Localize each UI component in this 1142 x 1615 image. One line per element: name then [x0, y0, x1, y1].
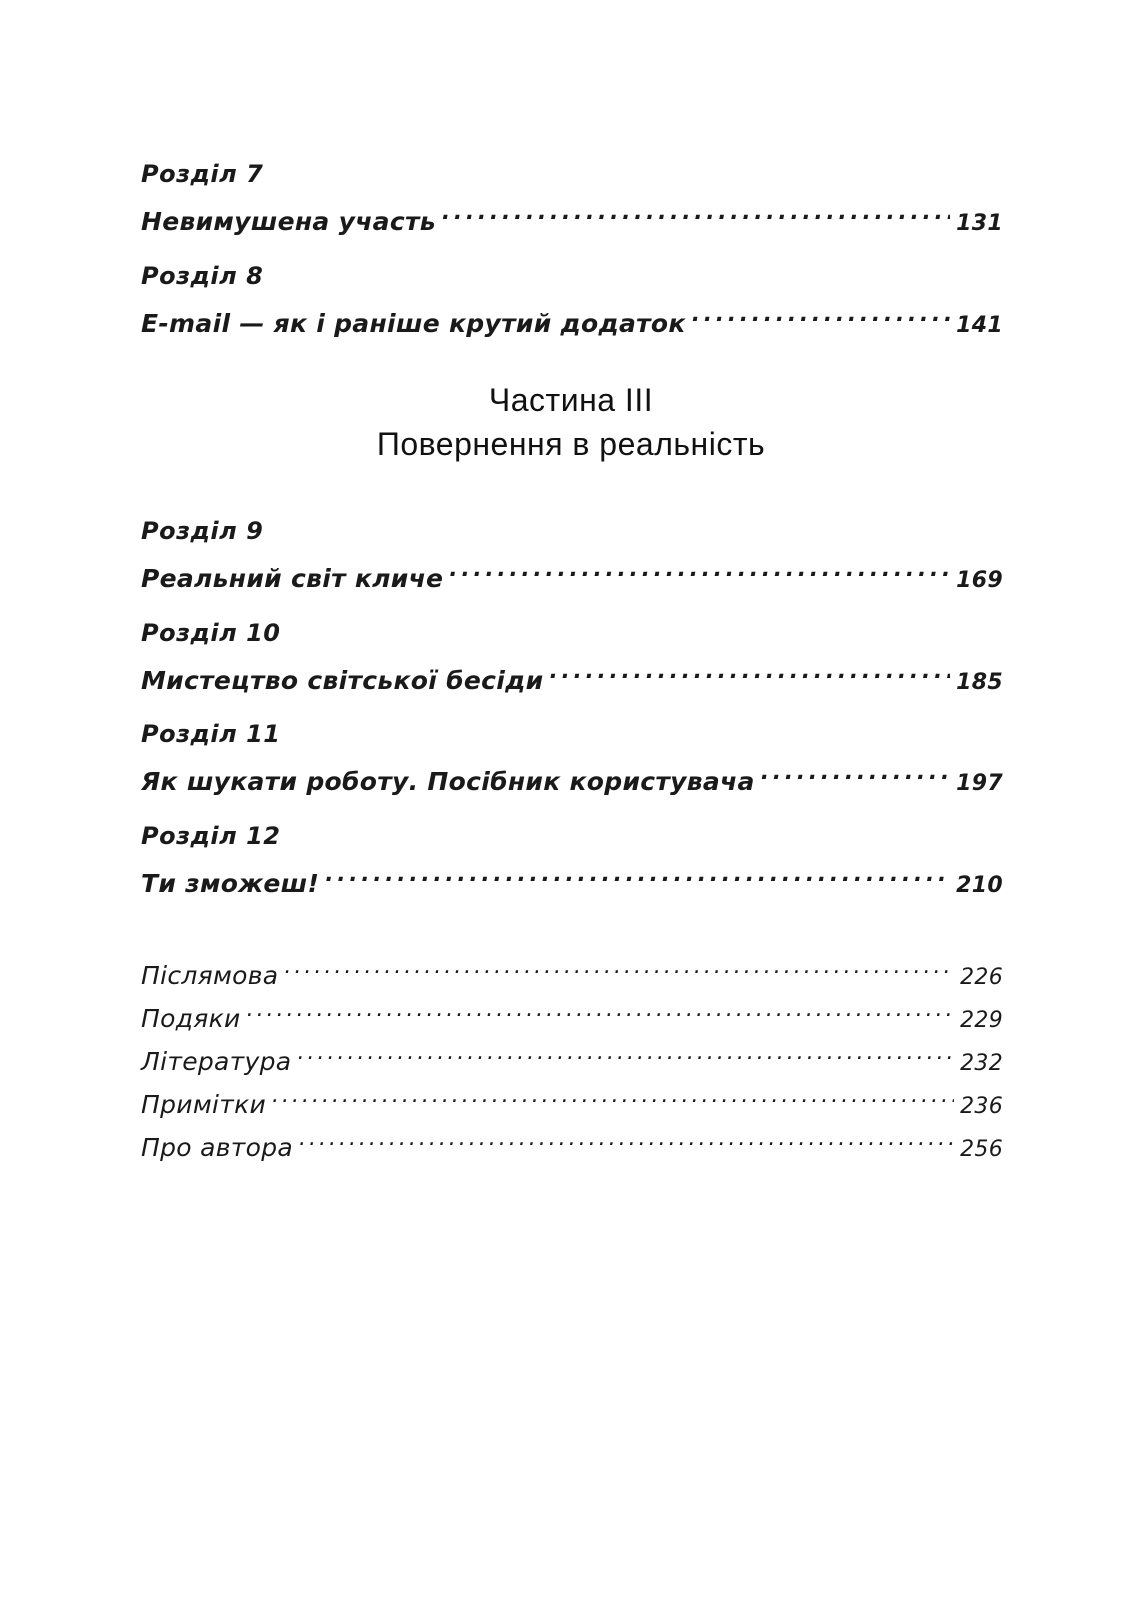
dot-leader [284, 941, 954, 984]
toc-line [141, 852, 1003, 898]
toc-entry-chapter-10[interactable] [141, 617, 1003, 695]
page-number: 169 [956, 568, 1003, 593]
toc-line [141, 190, 1003, 236]
chapter-title: E-mail — як і раніше крутий додаток [141, 309, 686, 338]
toc-line [141, 547, 1003, 593]
toc-line [141, 750, 1003, 796]
chapter-title: Реальний світ кличе [141, 564, 444, 593]
page-number: 210 [956, 873, 1003, 898]
chapter-number: Розділ 7 [141, 160, 264, 188]
entry-title: Подяки [141, 1004, 241, 1033]
dot-leader [297, 1027, 954, 1070]
chapter-title: Невимушена участь [141, 207, 436, 236]
toc-entry-acknowledgements[interactable] [141, 984, 1003, 1033]
dot-leader [272, 1070, 954, 1113]
chapter-number: Розділ 11 [141, 720, 281, 748]
page-number: 226 [960, 965, 1003, 990]
entry-title: Про автора [141, 1133, 294, 1162]
dot-leader [449, 547, 950, 587]
backmatter-list [141, 941, 1003, 1162]
dot-leader [549, 649, 950, 689]
dot-leader [692, 292, 950, 332]
dot-leader [761, 750, 950, 790]
part-subheading: Повернення в реальність [376, 426, 766, 462]
page-number: 185 [956, 670, 1003, 695]
part-heading: Частина III [488, 382, 654, 418]
dot-leader [442, 190, 950, 230]
page-number: 236 [960, 1094, 1003, 1119]
entry-title: Література [141, 1047, 292, 1076]
toc-entry-chapter-11[interactable] [141, 718, 1003, 796]
toc-line [141, 292, 1003, 338]
chapter-title: Як шукати роботу. Посібник користувача [141, 767, 755, 796]
toc-entry-chapter-12[interactable] [141, 820, 1003, 898]
dot-leader [247, 984, 955, 1027]
chapter-number: Розділ 12 [141, 822, 281, 850]
dot-leader [325, 852, 950, 892]
chapter-number: Розділ 10 [141, 619, 281, 647]
chapter-number: Розділ 8 [141, 262, 264, 290]
entry-title: Примітки [141, 1090, 267, 1119]
toc-entry-afterword[interactable] [141, 941, 1003, 990]
dot-leader [299, 1113, 954, 1156]
page-number: 232 [960, 1051, 1003, 1076]
chapter-title: Мистецтво світської бесіди [141, 666, 544, 695]
page-number: 141 [956, 313, 1003, 338]
toc-entry-chapter-8[interactable] [141, 260, 1003, 338]
page-number: 197 [956, 771, 1003, 796]
toc-entry-chapter-9[interactable] [141, 515, 1003, 593]
toc-entry-chapter-7[interactable] [141, 158, 1003, 236]
entry-title: Післямова [141, 961, 279, 990]
page-number: 256 [960, 1137, 1003, 1162]
page-number: 229 [960, 1008, 1003, 1033]
chapter-number: Розділ 9 [141, 517, 264, 545]
page-number: 131 [956, 211, 1003, 236]
chapter-title: Ти зможеш! [141, 869, 320, 898]
toc-entry-bibliography[interactable] [141, 1027, 1003, 1076]
toc-line [141, 649, 1003, 695]
